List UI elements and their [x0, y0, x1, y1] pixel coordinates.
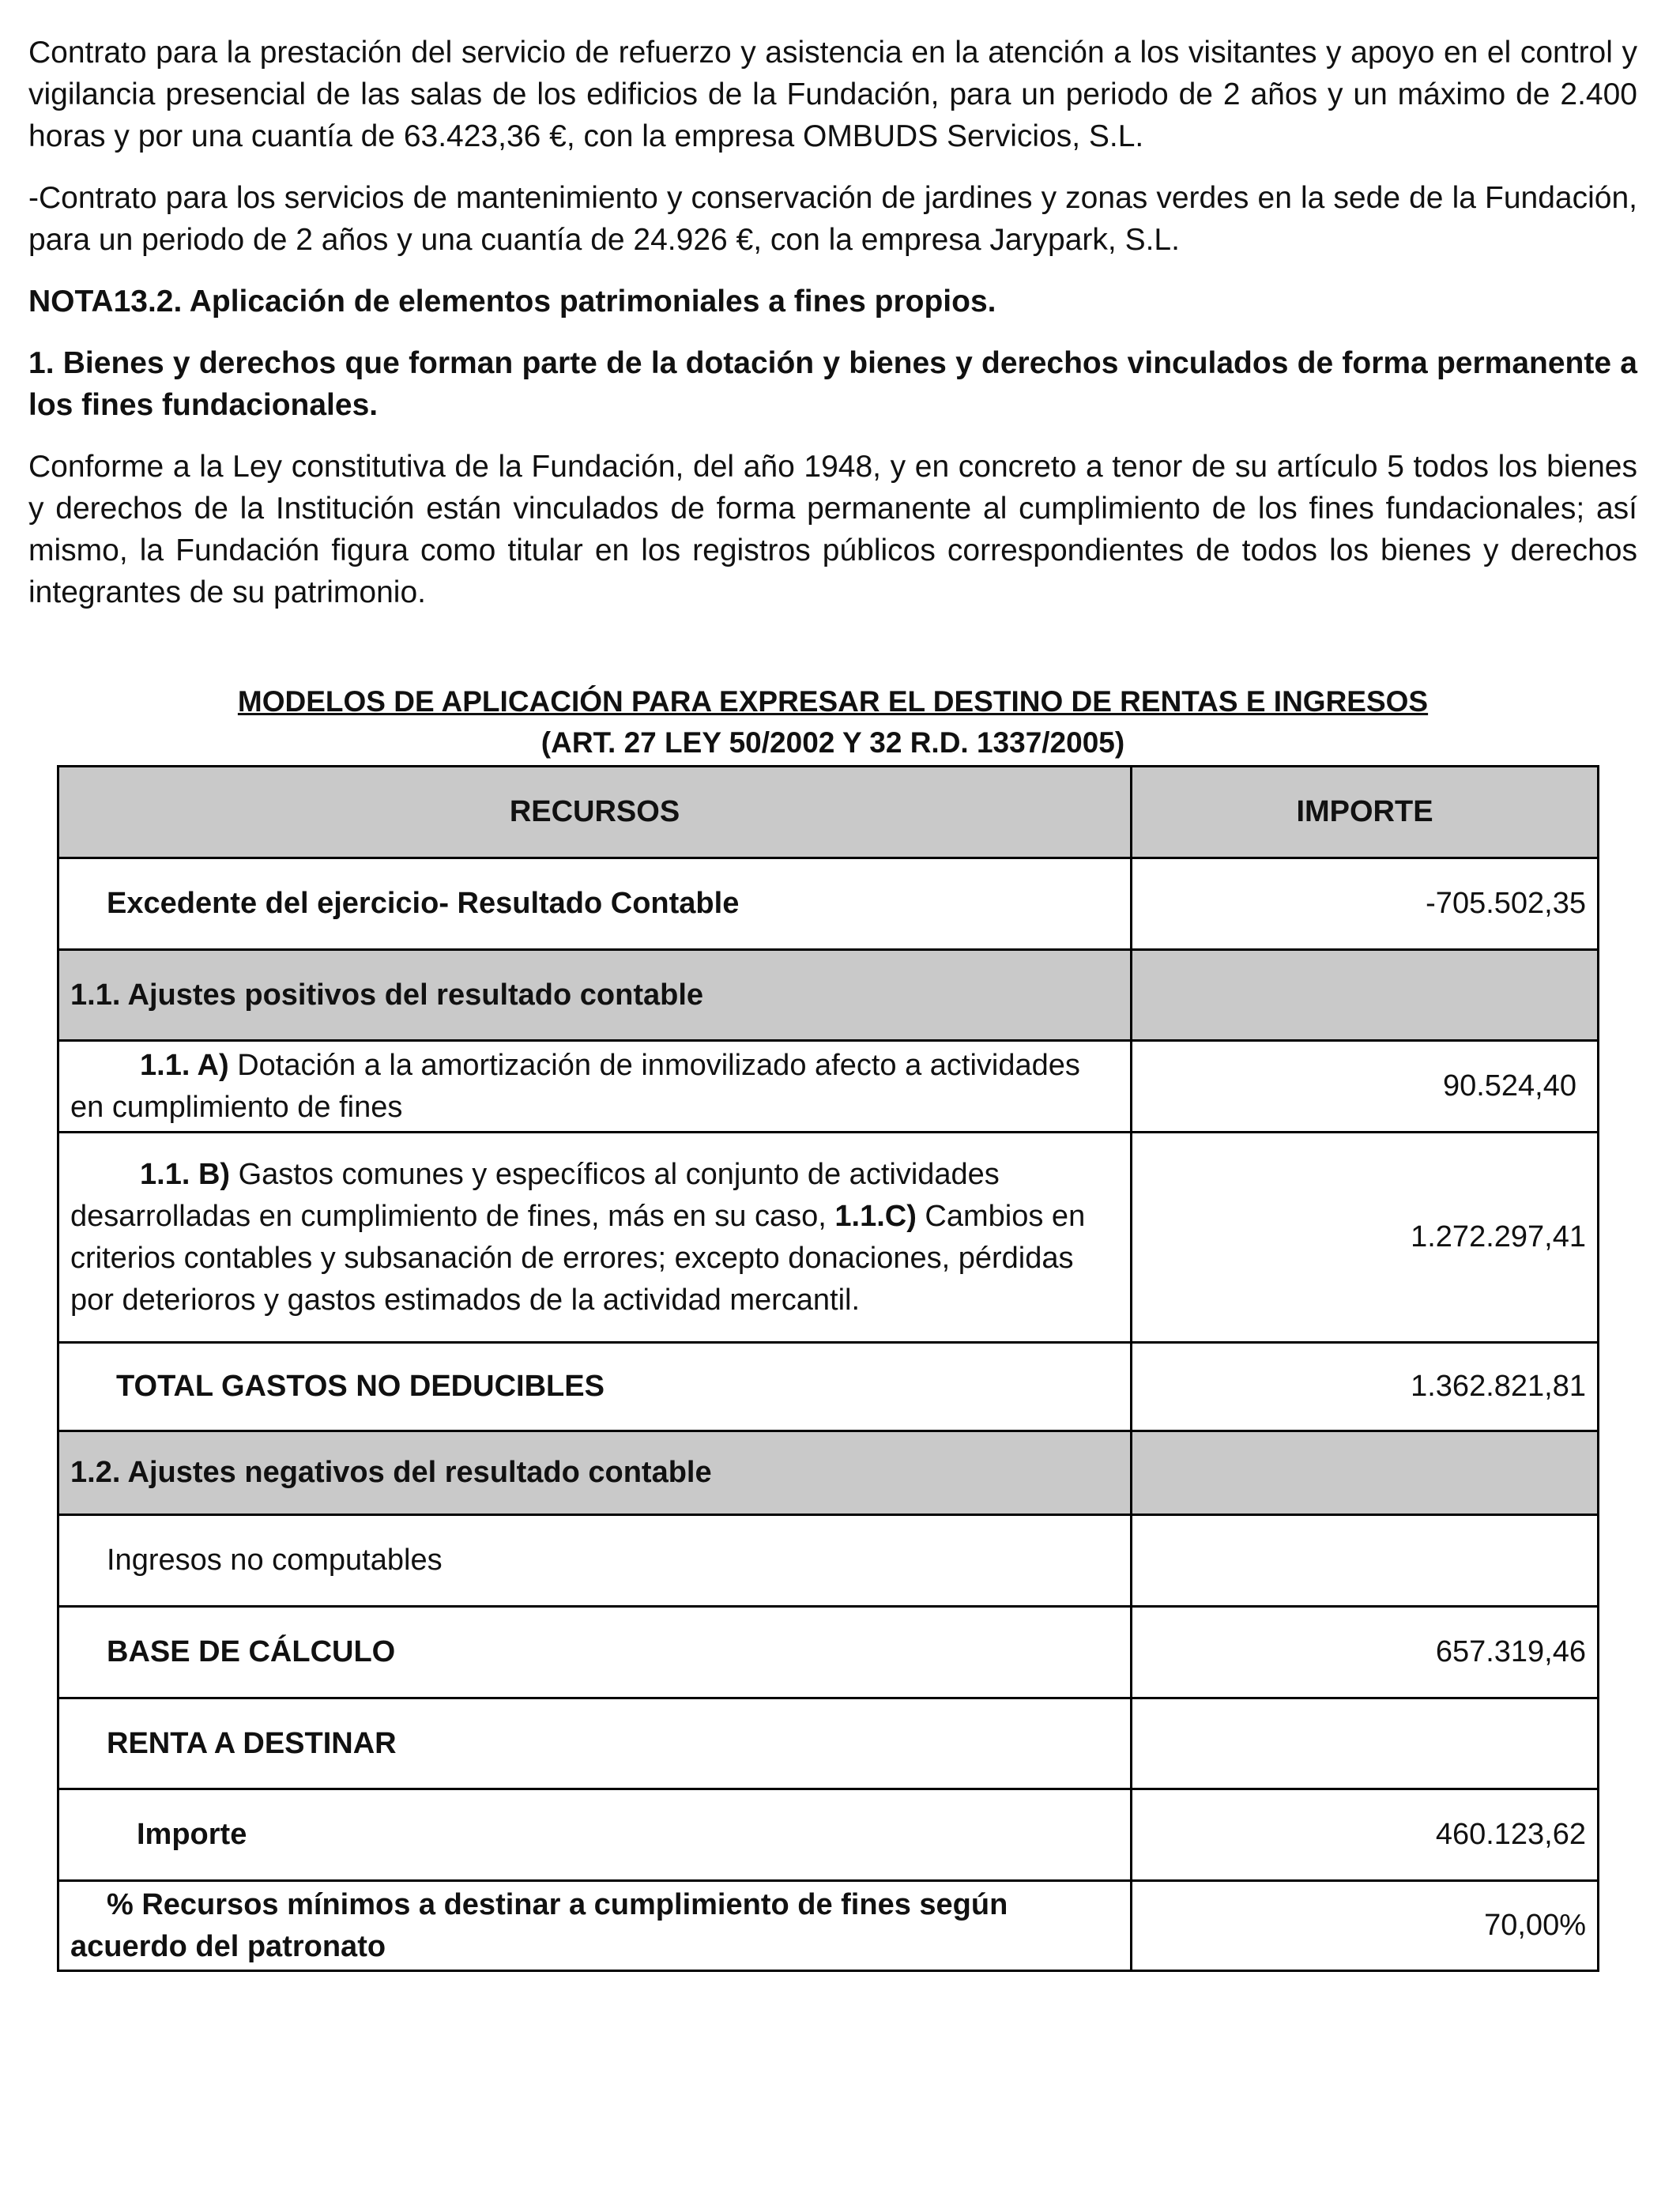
ajustes-negativos-label: 1.2. Ajustes negativos del resultado contable	[58, 1431, 1132, 1515]
header-recursos: RECURSOS	[58, 767, 1132, 858]
row-1-1-b-code: 1.1. B)	[140, 1157, 231, 1191]
table-row-renta-destinar	[58, 1698, 1599, 1789]
base-calculo-label: BASE DE CÁLCULO	[58, 1607, 1132, 1698]
row-1-1-a-text: Dotación a la amortización de inmovilizado afecto a actividades en cumplimiento de fines	[70, 1048, 1080, 1124]
paragraph-jarypark-contract: -Contrato para los servicios de mantenimiento y conservación de jardines y zonas verdes en la sede de la Fundación, para un periodo de 2 años y una cuantía de 24.926 €, con la empresa Jarypark, S.L.	[28, 181, 1637, 257]
paragraph-ombuds-contract: Contrato para la prestación del servicio de refuerzo y asistencia en la atención a los visitantes y apoyo en el control y vigilancia presencial de las salas de los edificios de la Fundación, para un periodo de 2 años y un máximo de 2.400 horas y por una cuantía de 63.423,36 €, con la empresa OMBUDS Servicios, S.L.	[28, 36, 1637, 153]
ingresos-no-computables-label: Ingresos no computables	[58, 1515, 1132, 1607]
table-row-ajustes-positivos	[58, 950, 1599, 1041]
row-1-1-a-value: 90.524,40	[1132, 1041, 1599, 1133]
table-row-ajustes-negativos	[58, 1431, 1599, 1515]
table-row-importe	[58, 1789, 1599, 1881]
table-header-row	[58, 767, 1599, 858]
base-calculo-value: 657.319,46	[1132, 1607, 1599, 1698]
excedente-value: -705.502,35	[1132, 858, 1599, 950]
total-gastos-label: TOTAL GASTOS NO DEDUCIBLES	[58, 1343, 1132, 1431]
rentas-table	[57, 765, 1599, 1972]
ajustes-positivos-label: 1.1. Ajustes positivos del resultado contable	[58, 950, 1132, 1041]
table-row-excedente	[58, 858, 1599, 950]
renta-destinar-label: RENTA A DESTINAR	[58, 1698, 1132, 1789]
table-title-line2: (ART. 27 LEY 50/2002 Y 32 R.D. 1337/2005)	[541, 726, 1125, 759]
document-body	[28, 32, 1637, 613]
row-1-1-c-code: 1.1.C)	[834, 1199, 917, 1233]
ingresos-no-computables-value	[1132, 1515, 1599, 1607]
excedente-label: Excedente del ejercicio- Resultado Contable	[58, 858, 1132, 950]
paragraph-ley-constitutiva: Conforme a la Ley constitutiva de la Fundación, del año 1948, y en concreto a tenor de su artículo 5 todos los bienes y derechos de la Institución están vinculados de forma permanente al cumplimiento de los fines fundacionales; así mismo, la Fundación figura como titular en los registros públicos correspondientes de todos los bienes y derechos integrantes de su patrimonio.	[28, 450, 1637, 609]
ajustes-negativos-empty	[1132, 1431, 1599, 1515]
porcentaje-label-text: % Recursos mínimos a destinar a cumplimiento de fines según acuerdo del patronato	[70, 1887, 1008, 1963]
row-1-1-b-text2: Cambios en criterios contables y subsanación de errores; excepto donaciones, pérdidas por deterioros y gastos estimados de la actividad mercantil.	[70, 1199, 1086, 1317]
row-1-1-b-text1: Gastos comunes y específicos al conjunto de actividades desarrolladas en cumplimiento de fines, más en su caso,	[70, 1157, 1000, 1233]
row-1-1-a-code: 1.1. A)	[140, 1048, 229, 1082]
renta-destinar-value	[1132, 1698, 1599, 1789]
row-1-1-a-label	[58, 1041, 1132, 1133]
porcentaje-value: 70,00%	[1132, 1881, 1599, 1971]
table-title-line1: MODELOS DE APLICACIÓN PARA EXPRESAR EL DESTINO DE RENTAS E INGRESOS	[237, 685, 1429, 718]
note-heading: NOTA13.2. Aplicación de elementos patrimoniales a fines propios.	[28, 285, 996, 319]
row-1-1-b-value: 1.272.297,41	[1132, 1133, 1599, 1343]
table-row-1-1-b	[58, 1133, 1599, 1343]
section-heading: 1. Bienes y derechos que forman parte de la dotación y bienes y derechos vinculados de forma permanente a los fines fundacionales.	[28, 346, 1637, 422]
row-1-1-b-label	[58, 1133, 1132, 1343]
total-gastos-value: 1.362.821,81	[1132, 1343, 1599, 1431]
importe-value: 460.123,62	[1132, 1789, 1599, 1881]
ajustes-positivos-empty	[1132, 950, 1599, 1041]
header-importe: IMPORTE	[1132, 767, 1599, 858]
table-row-total-gastos	[58, 1343, 1599, 1431]
table-row-1-1-a	[58, 1041, 1599, 1133]
importe-label: Importe	[58, 1789, 1132, 1881]
table-row-porcentaje	[58, 1881, 1599, 1971]
table-row-ingresos-no-computables	[58, 1515, 1599, 1607]
porcentaje-label	[58, 1881, 1132, 1971]
table-title	[28, 681, 1637, 763]
table-row-base-calculo	[58, 1607, 1599, 1698]
